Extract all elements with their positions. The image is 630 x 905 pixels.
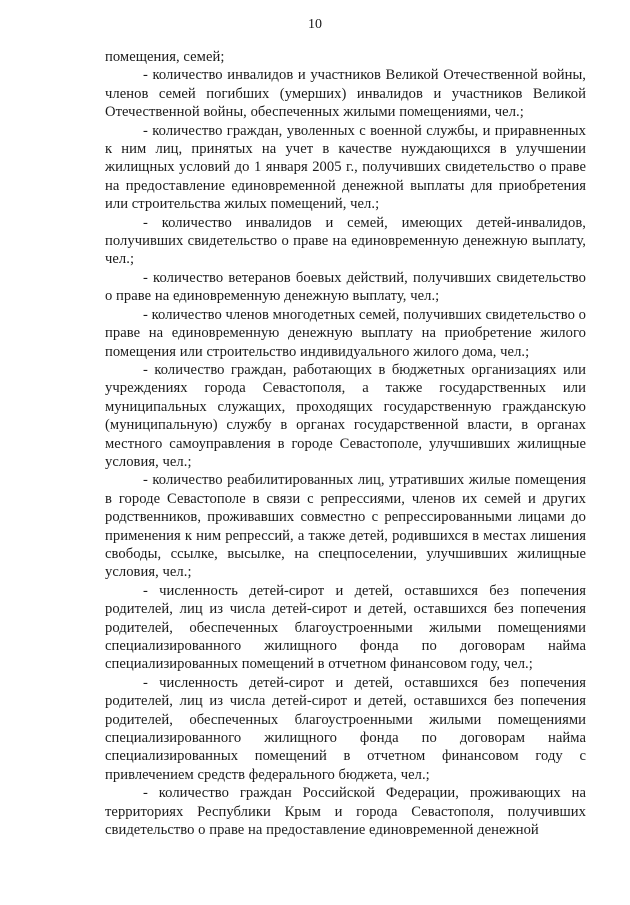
document-body xyxy=(105,48,586,839)
paragraph-continued: помещения, семей; xyxy=(105,49,225,65)
paragraph: - количество инвалидов и семей, имеющих детей-инвалидов, получивших свидетельство о праве на единовременную денежную выплату, чел.; xyxy=(105,214,586,268)
paragraph: - количество членов многодетных семей, получивших свидетельство о праве на единовременную денежную выплату на приобретение жилого помещения или строительство индивидуального жилого дома, чел.; xyxy=(105,306,586,360)
paragraph: - численность детей-сирот и детей, оставшихся без попечения родителей, лиц из числа детей-сирот и детей, оставшихся без попечения родителей, обеспеченных благоустроенными жилыми помещениями специализированного жилищного фонда по договорам найма специализированных помещений в отчетном финансовом году с привлечением средств федерального бюджета, чел.; xyxy=(105,674,586,783)
paragraph: - количество граждан, работающих в бюджетных организациях или учреждениях города Севастополя, а также государственных или муниципальных служащих, проходящих государственную гражданскую (муниципальную) службу в органах государственной власти, в органах местного самоуправления в городе Севастополе, улучшивших жилищные условия, чел.; xyxy=(105,361,586,470)
paragraph: - количество ветеранов боевых действий, получивших свидетельство о праве на единовременную денежную выплату, чел.; xyxy=(105,269,586,305)
paragraph: - численность детей-сирот и детей, оставшихся без попечения родителей, лиц из числа детей-сирот и детей, оставшихся без попечения родителей, обеспеченных благоустроенными жилыми помещениями специализированного жилищного фонда по договорам найма специализированных помещений в отчетном финансовом году, чел.; xyxy=(105,582,586,673)
paragraph: - количество граждан Российской Федерации, проживающих на территориях Республики Крым и города Севастополя, получивших свидетельство о праве на предоставление единовременной денежной xyxy=(105,785,586,839)
paragraph: - количество реабилитированных лиц, утративших жилые помещения в городе Севастополе в связи с репрессиями, членов их семей и других родственников, проживавших совместно с репрессированными лицами до применения к ним репрессий, а также детей, родившихся в местах лишения свободы, ссылке, высылке, на спецпоселении, улучшивших жилищные условия, чел.; xyxy=(105,472,586,581)
paragraph: - количество граждан, уволенных с военной службы, и приравненных к ним лиц, принятых на учет в качестве нуждающихся в улучшении жилищных условий до 1 января 2005 г., получивших свидетельство о праве на предоставление единовременной денежной выплаты для приобретения или строительства жилых помещений, чел.; xyxy=(105,122,586,213)
page-number: 10 xyxy=(308,17,322,32)
paragraph: - количество инвалидов и участников Великой Отечественной войны, членов семей погибших (умерших) инвалидов и участников Великой Отечественной войны, обеспеченных жилыми помещениями, чел.; xyxy=(105,67,586,121)
